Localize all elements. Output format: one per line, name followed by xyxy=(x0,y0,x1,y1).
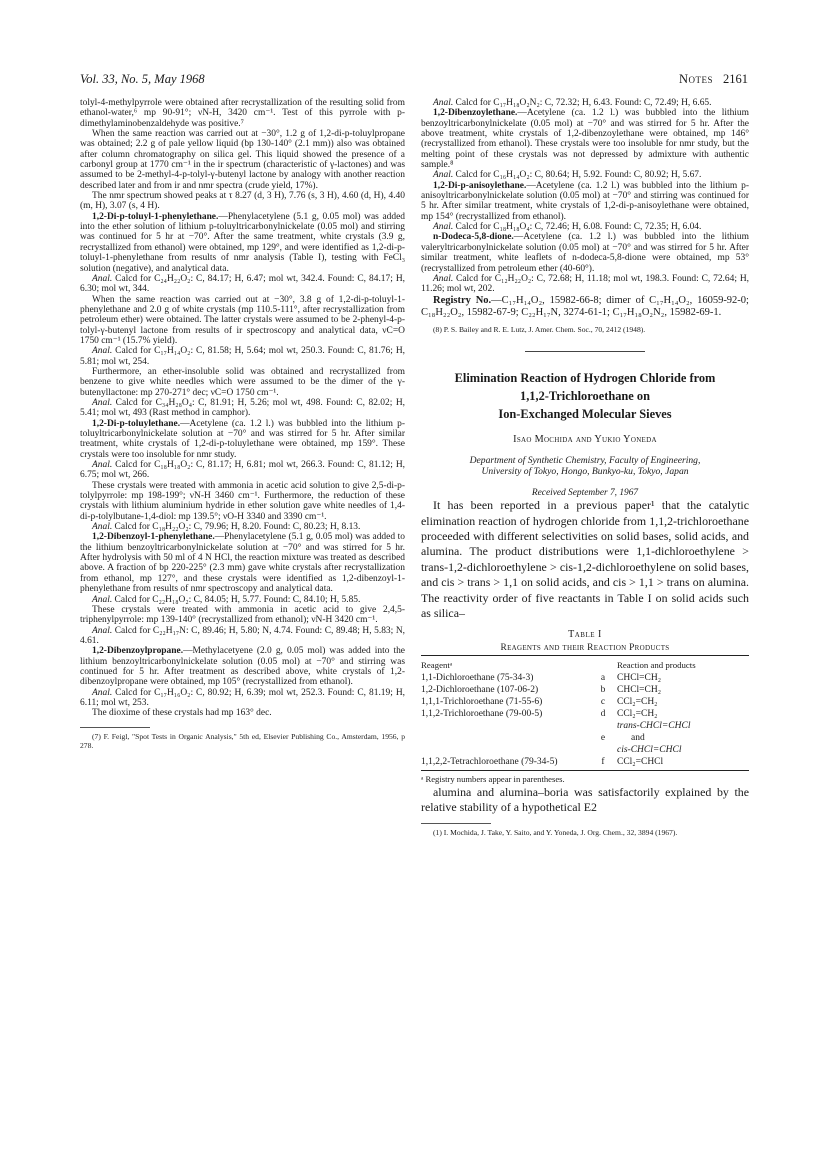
journal-volume-info: Vol. 33, No. 5, May 1968 xyxy=(80,72,205,86)
paragraph xyxy=(80,212,405,274)
reagent-cell xyxy=(421,720,589,732)
header-right xyxy=(679,72,748,87)
footnote-7: (7) F. Feigl, "Spot Tests in Organic Analysis," 5th ed, Elsevier Publishing Co., Amsterdam, 1956, p 278. xyxy=(80,731,405,750)
registry-text: —C₁₇H₁₄O₂, 15982-66-8; dimer of C₁₇H₁₄O₂, 16059-92-0; C₁₈H₂₂O₂, 15982-67-9; C₂₂H₁₇N, 3274-61-1; C₁₇H₁₈O₂N₂, 15982-69-1. xyxy=(421,294,749,318)
product-cell: CCl₂=CH₂ xyxy=(617,697,658,708)
analysis-line xyxy=(421,98,749,108)
right-column xyxy=(421,98,749,837)
paragraph: These crystals were treated with ammonia in acetic acid to give 2,4,5-triphenylpyrrole: mp 139-140° (recrystallized from ethanol); νN-H 3420 cm⁻¹. xyxy=(80,604,405,626)
anal-label: Anal. xyxy=(92,687,113,698)
analysis-line xyxy=(80,274,405,295)
table-footnote: ᵃ Registry numbers appear in parentheses. xyxy=(421,774,565,785)
anal-label: Anal. xyxy=(92,594,113,605)
reagent-cell: 1,2-Dichloroethane (107-06-2) xyxy=(421,685,539,696)
analysis-line xyxy=(80,398,405,419)
analysis-line xyxy=(421,222,749,232)
paragraph xyxy=(80,532,405,594)
analysis-text: Calcd for C₁₇H₁₆O₂: C, 80.92; H, 6.39; mol wt, 252.3. Found: C, 81.19; H, 6.11; mol wt, 253. xyxy=(80,687,405,708)
article-intro: It has been reported in a previous paper¹ that the catalytic elimination reaction of hydrogen chloride from 1,1,2-trichloroethane proceeded with different selectivities on solid bases, solid acids, and alumina. The product distributions were 1,1-dichloroethylene > trans-1,2-dichloroethylene > cis-1,2-dichloroethylene on solid bases, and cis > trans > 1,1 on solid acids, and cis > 1,1 > trans on alumina. The reactivity order of five reactants in Table I on solid acids such as silica– xyxy=(421,498,749,621)
col-header-reagent: Reagentᵃ xyxy=(421,660,453,671)
paragraph-text: —Acetylene (ca. 1.2 l.) was bubbled into the lithium benzoyltricarbonylnickelate (0.05 mol) at −70° and was stirred for 5 hr. After the above treatment, white crystals of 1,2-dibenzoylethane were obtained, mp 146° (recrystallized from ethanol). These crystals were too insoluble for nmr study, but the melting point of these crystals was not depressed by admixture with authentic sample.⁸ xyxy=(421,108,749,171)
paragraph-text: —Methylacetyene (2.0 g, 0.05 mol) was added into the lithium benzoyltricarbonylnickelate solution (0.05 mol) at −70° and stirring was continued for 5 hr. After treatment as described above, white crystals of 1,2-dibenzoylpropane were obtained, mp 105° (recrystallized from ethanol). xyxy=(80,646,405,688)
compound-heading: n-Dodeca-5,8-dione. xyxy=(433,232,514,243)
table-rule xyxy=(421,770,749,771)
product-cell: trans-CHCl=CHCl xyxy=(617,721,691,732)
compound-heading: 1,2-Di-p-toluylethane. xyxy=(92,418,181,429)
reaction-letter xyxy=(589,720,617,732)
paragraph: These crystals were treated with ammonia in acetic acid solution to give 2,5-di-p-tolylpyrrole: mp 198-199°; νN-H 3460 cm⁻¹. Furthermore, the reduction of these crystals with lithium aluminium hydride in ether solution gave white needles of 1,4-di-p-tolylbutane-1,4-diol: mp 139.5°; νO-H 3340 and 3390 cm⁻¹. xyxy=(80,480,405,522)
product-cell: CHCl=CH₂ xyxy=(617,673,662,684)
analysis-text: Calcd for C₁₈H₁₈O₂: C, 81.17; H, 6.81; mol wt, 266.3. Found: C, 81.12; H, 6.75; mol wt, 266. xyxy=(80,460,405,481)
col-header-letter xyxy=(589,658,617,672)
paragraph: The dioxime of these crystals had mp 163° dec. xyxy=(92,708,272,719)
reaction-letter xyxy=(589,744,617,756)
registry-label: Registry No. xyxy=(433,294,492,306)
article-divider xyxy=(525,351,645,352)
anal-label: Anal. xyxy=(92,397,113,408)
table-row xyxy=(421,732,749,744)
reagent-cell: 1,1,1-Trichloroethane (71-55-6) xyxy=(421,697,543,708)
paragraph-text: —Acetylene (ca. 1.2 l.) was bubbled into the lithium valeryltricarbonylnickelate solution (0.05 mol) at −70° and was stirred for 5 hr. After similar treatment, white leaflets of n-dodeca-5,8-dione were obtained, mp 53° (recrystallized from petroleum ether (40-60°). xyxy=(421,232,749,274)
anal-label: Anal. xyxy=(92,522,113,533)
page-number: 2161 xyxy=(723,72,748,86)
analysis-text: Calcd for C₂₂H₁₈O₂: C, 84.05; H, 5.77. Found: C, 84.10; H, 5.85. xyxy=(112,594,361,605)
paragraph: tolyl-4-methylpyrrole were obtained after recrystallization of the resulting solid from ethanol-water,⁶ mp 90-91°; νN-H, 3420 cm⁻¹. Test of this pyrrole with p-dimethylaminobenzaldehyde was positive.⁷ xyxy=(80,98,405,129)
title-line: Elimination Reaction of Hydrogen Chloride from xyxy=(454,370,716,385)
affiliation xyxy=(421,455,749,478)
paragraph-text: —Phenylacetylene (5.1 g, 0.05 mol) was added into the ether solution of lithium p-toluyltricarbonylnickelate (0.05 mol) and stirring was continued for 5 hr at −70°. After the same treatment, white crystals (3.9 g, recrystallized from ethanol) were obtained, mp 129°, and were identified as 1,2-di-p-toluyl-1-phenylethane from results of nmr analysis (Table I), testing with FeCl₃ solution (negative), and analytical data. xyxy=(80,211,405,274)
analysis-text: Calcd for C₁₈H₂₂O₂: C, 79.96; H, 8.20. Found: C, 80.23; H, 8.13. xyxy=(112,522,361,533)
anal-label: Anal. xyxy=(92,460,113,471)
analysis-line xyxy=(80,595,405,605)
reaction-letter: f xyxy=(601,757,605,768)
paragraph xyxy=(421,232,749,273)
footnote-8: (8) P. S. Bailey and R. E. Lutz, J. Amer. Chem. Soc., 70, 2412 (1948). xyxy=(433,324,646,334)
product-cell: and xyxy=(631,733,645,744)
analysis-line xyxy=(80,346,405,367)
anal-label: Anal. xyxy=(92,273,113,284)
analysis-text: Calcd for C₃₄H₂₈O₄: C, 81.91; H, 5.26; mol wt, 498. Found: C, 82.02; H, 5.41; mol wt, 493 (Rast method in camphor). xyxy=(80,397,405,419)
paragraph-text: —Acetylene (ca. 1.2 l.) was bubbled into the lithium p-anisoyltricarbonylnickelate solution (0.05 mol) at −70° and stirring was continued for 5 hr. After similar treatment, white crystals of 1,2-di-p-anisoylethane were obtained, mp 154° (recrystallized from ethanol). xyxy=(421,180,749,222)
footnote-1: (1) I. Mochida, J. Take, Y. Saito, and Y. Yoneda, J. Org. Chem., 32, 3894 (1967). xyxy=(433,828,678,838)
compound-heading: 1,2-Di-p-toluyl-1-phenylethane. xyxy=(92,211,219,222)
table-subtitle: Reagents and their Reaction Products xyxy=(500,642,670,653)
anal-label: Anal. xyxy=(433,273,454,284)
article-text-continued: alumina and alumina–boria was satisfactorily explained by the relative stability of a hypothetical E2 xyxy=(421,784,749,814)
affiliation-line: University of Tokyo, Hongo, Bunkyo-ku, Tokyo, Japan xyxy=(481,466,689,478)
received-date: Received September 7, 1967 xyxy=(531,487,639,498)
footnote-rule xyxy=(421,823,491,824)
product-cell: CCl₂=CH₂ xyxy=(617,709,658,720)
reaction-letter: a xyxy=(600,673,606,684)
footnote-rule xyxy=(80,727,150,728)
reagent-cell: 1,1,2-Trichloroethane (79-00-5) xyxy=(421,709,543,720)
analysis-text: Calcd for C₁₇H₁₈O₂N₂: C, 72.32; H, 6.43. Found: C, 72.49; H, 6.65. xyxy=(453,98,712,108)
anal-label: Anal. xyxy=(92,346,113,357)
compound-heading: 1,2-Dibenzoylethane. xyxy=(433,108,518,119)
section-label: Notes xyxy=(678,72,713,86)
reaction-letter: e xyxy=(600,733,606,744)
page-header xyxy=(80,72,748,88)
reaction-letter: c xyxy=(600,697,606,708)
anal-label: Anal. xyxy=(433,98,454,108)
product-cell: CCl₂=CHCl xyxy=(617,757,664,768)
title-line: Ion-Exchanged Molecular Sieves xyxy=(498,406,672,421)
col-header-products: Reaction and products xyxy=(617,660,696,671)
paragraph xyxy=(421,108,749,170)
title-line: 1,1,2-Trichloroethane on xyxy=(520,388,650,403)
table-row xyxy=(421,720,749,732)
analysis-line xyxy=(80,626,405,647)
analysis-line xyxy=(80,460,405,481)
analysis-text: Calcd for C₁₇H₁₄O₂: C, 81.58; H, 5.64; mol wt, 250.3. Found: C, 81.76; H, 5.81; mol wt, 254. xyxy=(80,346,405,367)
compound-heading: 1,2-Di-p-anisoylethane. xyxy=(433,180,527,191)
article-title xyxy=(427,369,743,423)
reagent-cell xyxy=(421,744,589,756)
paragraph xyxy=(80,646,405,687)
product-cell: CHCl=CH₂ xyxy=(617,685,662,696)
paragraph xyxy=(421,181,749,222)
left-column xyxy=(80,98,405,750)
reaction-letter: d xyxy=(600,709,606,720)
paragraph-text: —Phenylacetylene (5.1 g, 0.05 mol) was added to the lithium benzoyltricarbonylnickelate solution at −70° and was stirred for 5 hr. After hydrolysis with 50 ml of 4 N HCl, the reaction mixture was treated as described above. A fraction of bp 220-225° (2.3 mm) gave white crystals after recrystallization from ethanol, mp 127°, and these crystals were identified as 1,2-dibenzoyl-1-phenylethane from results of nmr spectroscopy and analytical data. xyxy=(80,532,405,595)
analysis-line xyxy=(421,170,749,180)
table-header-row xyxy=(421,658,749,672)
analysis-line xyxy=(80,688,405,709)
table-row xyxy=(421,708,749,720)
product-cell: cis-CHCl=CHCl xyxy=(617,745,682,756)
analysis-text: Calcd for C₂₂H₁₇N: C, 89.46; H, 5.80; N, 4.74. Found: C, 89.48; H, 5.83; N, 4.61. xyxy=(80,625,405,646)
paragraph: When the same reaction was carried out at −30°, 1.2 g of 1,2-di-p-toluylpropane was obtained; 2.2 g of pale yellow liquid (bp 130-140° (2.1 mm)) also was obtained after column chromatography on silica gel. This liquid showed the presence of a carbonyl group at 1770 cm⁻¹ in the ir spectrum (characteristic of γ-lactones) and was assumed to be 2-methyl-4-p-tolyl-γ-butenyl lactone by analogy with another reaction described later and from ir and nmr spectra (crude yield, 17%). xyxy=(80,129,405,191)
table-row xyxy=(421,744,749,756)
table-row xyxy=(421,756,749,768)
table-row xyxy=(421,672,749,684)
anal-label: Anal. xyxy=(92,625,113,636)
reaction-letter: b xyxy=(600,685,606,696)
table-row xyxy=(421,684,749,696)
paragraph-text: —Acetylene (ca. 1.2 l.) was bubbled into the lithium p-toluyltricarbonylnickelate solution at −70° and was stirred for 5 hr. After similar treatment, white crystals of 1,2-di-p-toluylethane were obtained, mp 159°. These crystals were too insoluble for nmr study. xyxy=(80,418,405,460)
analysis-text: Calcd for C₁₆H₁₄O₂: C, 80.64; H, 5.92. Found: C, 80.92; H, 5.67. xyxy=(453,170,702,181)
table-rule xyxy=(421,655,749,656)
analysis-text: Calcd for C₁₈H₁₈O₄: C, 72.46; H, 6.08. Found: C, 72.35; H, 6.04. xyxy=(453,222,702,233)
analysis-text: Calcd for C₁₂H₂₂O₂: C, 72.68; H, 11.18; mol wt, 198.3. Found: C, 72.64; H, 11.26; mol wt, 202. xyxy=(421,273,749,295)
reagent-cell: 1,1,2,2-Tetrachloroethane (79-34-5) xyxy=(421,757,558,768)
analysis-text: Calcd for C₂₄H₂₂O₂: C, 84.17; H, 6.47; mol wt, 342.4. Found: C, 84.17; H, 6.30; mol wt, 344. xyxy=(80,273,405,295)
affiliation-line: Department of Synthetic Chemistry, Faculty of Engineering, xyxy=(469,454,701,466)
analysis-line xyxy=(80,522,405,532)
registry-numbers xyxy=(421,295,749,319)
compound-heading: 1,2-Dibenzoylpropane. xyxy=(92,646,184,657)
reagent-cell xyxy=(421,732,589,744)
reagent-cell: 1,1-Dichloroethane (75-34-3) xyxy=(421,673,534,684)
paragraph: The nmr spectrum showed peaks at τ 8.27 (d, 3 H), 7.76 (s, 3 H), 4.60 (d, H), 4.40 (m, H), 3.07 (s, 4 H). xyxy=(80,191,405,212)
anal-label: Anal. xyxy=(433,170,454,181)
reagents-table xyxy=(421,658,749,768)
table-row xyxy=(421,696,749,708)
table-caption: Table I xyxy=(568,629,602,641)
compound-heading: 1,2-Dibenzoyl-1-phenylethane. xyxy=(92,532,215,543)
paragraph xyxy=(80,419,405,460)
analysis-line xyxy=(421,274,749,295)
authors: Isao Mochida and Yukio Yoneda xyxy=(513,433,657,445)
paragraph: Furthermore, an ether-insoluble solid was obtained and recrystallized from benzene to give white needles which were assumed to be the dimer of the γ-butenyllactone: mp 270-271° dec; νC=O 1750 cm⁻¹. xyxy=(80,366,405,398)
paragraph: When the same reaction was carried out at −30°, 3.8 g of 1,2-di-p-toluyl-1-phenylethane and 2.0 g of white crystals (mp 110.5-111°, after recrystallization from petroleum ether) were obtained. The latter crystals were assumed to be 2-phenyl-4-p-tolyl-γ-butenyl lactone from results of ir spectroscopy and analytical data, νC=O 1750 cm⁻¹ (15.7% yield). xyxy=(80,294,405,346)
anal-label: Anal. xyxy=(433,222,454,233)
